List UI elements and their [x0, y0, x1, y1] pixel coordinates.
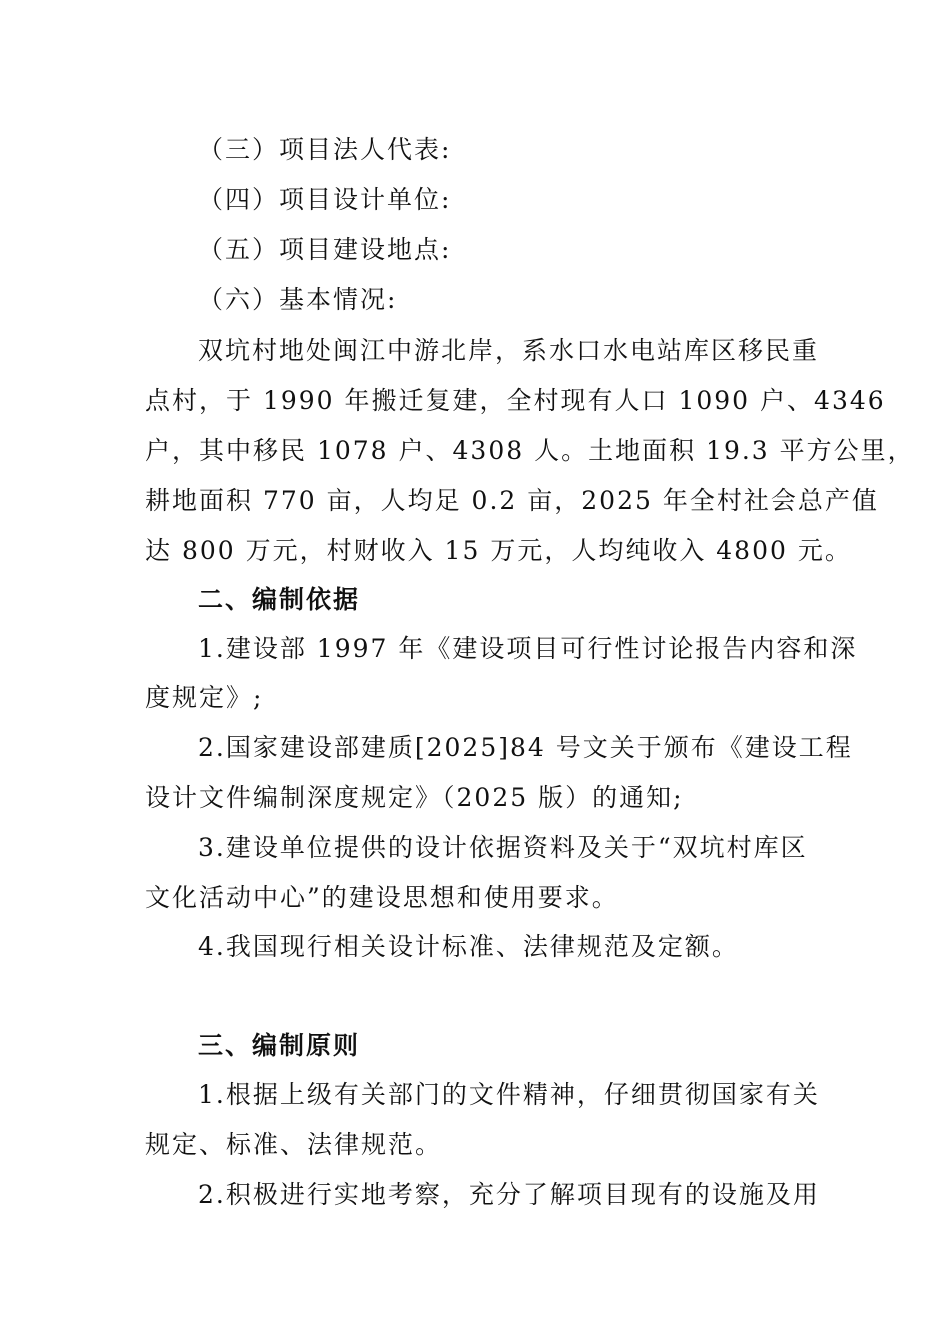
principle-item-2: 2.积极进行实地考察，充分了解项目现有的设施及用 — [198, 1180, 820, 1209]
basic-paragraph-line: 点村，于 1990 年搬迁复建，全村现有人口 1090 户、4346 — [145, 386, 886, 415]
basis-item-1-cont: 度规定》; — [145, 683, 264, 712]
design-unit-line: （四）项目设计单位: — [198, 185, 452, 214]
section-heading-principles: 三、编制原则 — [198, 1031, 361, 1060]
basic-paragraph-line: 耕地面积 770 亩，人均足 0.2 亩，2025 年全村社会总产值 — [145, 486, 879, 515]
basis-item-1: 1.建设部 1997 年《建设项目可行性讨论报告内容和深 — [198, 634, 858, 663]
principle-item-1: 1.根据上级有关部门的文件精神，仔细贯彻国家有关 — [198, 1080, 820, 1109]
basis-item-3: 3.建设单位提供的设计依据资料及关于“双坑村库区 — [198, 833, 808, 862]
section-heading-basis: 二、编制依据 — [198, 585, 361, 614]
basis-item-3-cont: 文化活动中心”的建设思想和使用要求。 — [145, 883, 619, 912]
basic-paragraph-line: 双坑村地处闽江中游北岸，系水口水电站库区移民重 — [198, 336, 820, 365]
basis-item-4: 4.我国现行相关设计标准、法律规范及定额。 — [198, 932, 739, 961]
basic-info-line: （六）基本情况: — [198, 285, 398, 314]
basis-item-2: 2.国家建设部建质[2025]84 号文关于颁布《建设工程 — [198, 733, 853, 762]
basic-paragraph-line: 达 800 万元，村财收入 15 万元，人均纯收入 4800 元。 — [145, 536, 852, 565]
basic-paragraph-line: 户，其中移民 1078 户、4308 人。土地面积 19.3 平方公里， — [145, 436, 915, 465]
legal-representative-line: （三）项目法人代表: — [198, 135, 452, 164]
principle-item-1-cont: 规定、标准、法律规范。 — [145, 1130, 443, 1159]
basis-item-2-cont: 设计文件编制深度规定》（2025 版）的通知; — [145, 783, 684, 812]
construction-location-line: （五）项目建设地点: — [198, 235, 452, 264]
